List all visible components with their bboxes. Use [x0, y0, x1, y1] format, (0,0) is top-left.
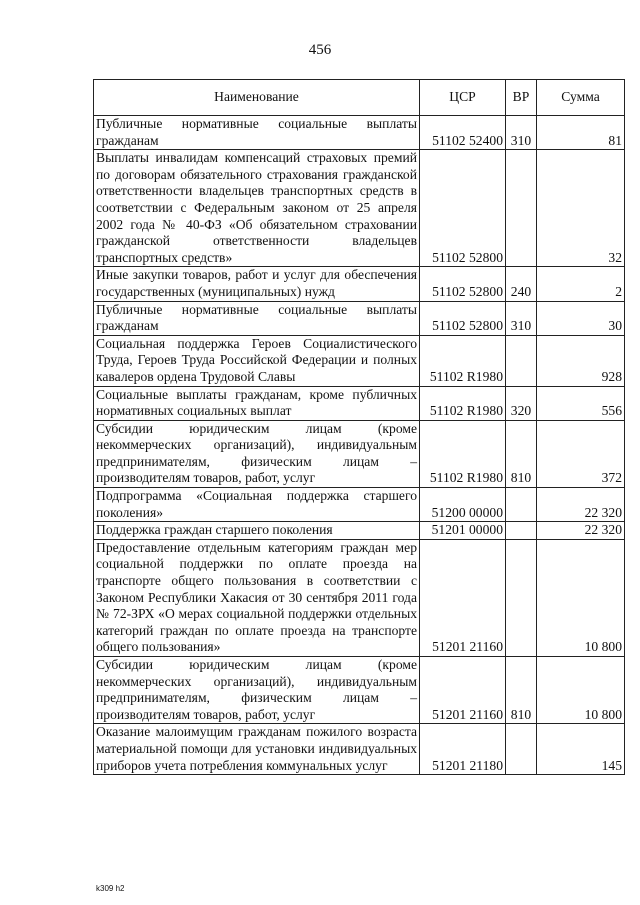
row-name: Выплаты инвалидам компенсаций страховых премий по договорам обязательного страхования гражданской ответственности владельцев транспортных средств в соответствии с Федеральным законом от 25 апреля 2002 года № 40-ФЗ «Об обязательном страховании гражданской ответственности владельцев транспортных средств»	[94, 150, 420, 267]
table-row	[94, 724, 625, 775]
table-header-row	[94, 80, 625, 116]
row-sum: 556	[537, 386, 625, 420]
row-vr: 310	[506, 301, 537, 335]
row-vr	[506, 150, 537, 267]
table-row	[94, 420, 625, 487]
row-vr	[506, 522, 537, 540]
column-header-sum: Сумма	[537, 80, 625, 116]
table-row	[94, 267, 625, 301]
row-name: Подпрограмма «Социальная поддержка старшего поколения»	[94, 488, 420, 522]
row-sum: 10 800	[537, 539, 625, 656]
row-vr: 240	[506, 267, 537, 301]
row-csr: 51201 21180	[420, 724, 506, 775]
table-row	[94, 539, 625, 656]
row-sum: 2	[537, 267, 625, 301]
row-name: Оказание малоимущим гражданам пожилого возраста материальной помощи для установки индивидуальных приборов учета потребления коммунальных услуг	[94, 724, 420, 775]
row-vr	[506, 488, 537, 522]
row-name: Поддержка граждан старшего поколения	[94, 522, 420, 540]
row-name: Социальные выплаты гражданам, кроме публичных нормативных социальных выплат	[94, 386, 420, 420]
row-csr: 51102 R1980	[420, 335, 506, 386]
row-name: Социальная поддержка Героев Социалистического Труда, Героев Труда Российской Федерации и полных кавалеров ордена Трудовой Славы	[94, 335, 420, 386]
row-sum: 22 320	[537, 488, 625, 522]
table-row	[94, 335, 625, 386]
row-csr: 51102 52800	[420, 150, 506, 267]
column-header-csr: ЦСР	[420, 80, 506, 116]
footer-code: k309 h2	[96, 884, 125, 893]
budget-table	[93, 79, 625, 775]
row-vr	[506, 539, 537, 656]
row-vr: 810	[506, 420, 537, 487]
row-vr	[506, 724, 537, 775]
row-csr: 51102 52800	[420, 301, 506, 335]
table-row	[94, 522, 625, 540]
row-vr	[506, 335, 537, 386]
row-sum: 81	[537, 116, 625, 150]
row-vr: 810	[506, 657, 537, 724]
row-csr: 51102 52400	[420, 116, 506, 150]
row-name: Публичные нормативные социальные выплаты гражданам	[94, 116, 420, 150]
column-header-vr: ВР	[506, 80, 537, 116]
row-name: Субсидии юридическим лицам (кроме некоммерческих организаций), индивидуальным предпринимателям, физическим лицам – производителям товаров, работ, услуг	[94, 420, 420, 487]
table-row	[94, 301, 625, 335]
table-row	[94, 150, 625, 267]
row-csr: 51201 21160	[420, 539, 506, 656]
row-name: Иные закупки товаров, работ и услуг для обеспечения государственных (муниципальных) нужд	[94, 267, 420, 301]
row-csr: 51201 00000	[420, 522, 506, 540]
row-sum: 22 320	[537, 522, 625, 540]
table-row	[94, 116, 625, 150]
row-csr: 51201 21160	[420, 657, 506, 724]
row-csr: 51200 00000	[420, 488, 506, 522]
table-row	[94, 657, 625, 724]
row-sum: 372	[537, 420, 625, 487]
page-number: 456	[308, 42, 332, 58]
row-sum: 30	[537, 301, 625, 335]
row-sum: 10 800	[537, 657, 625, 724]
row-name: Субсидии юридическим лицам (кроме некоммерческих организаций), индивидуальным предпринимателям, физическим лицам – производителям товаров, работ, услуг	[94, 657, 420, 724]
row-sum: 928	[537, 335, 625, 386]
table-row	[94, 386, 625, 420]
row-vr: 310	[506, 116, 537, 150]
row-csr: 51102 R1980	[420, 386, 506, 420]
row-sum: 32	[537, 150, 625, 267]
row-csr: 51102 R1980	[420, 420, 506, 487]
table-row	[94, 488, 625, 522]
row-vr: 320	[506, 386, 537, 420]
row-name: Предоставление отдельным категориям граждан мер социальной поддержки по оплате проезда на транспорте общего пользования в соответствии с Законом Республики Хакасия от 30 сентября 2011 года № 72-ЗРХ «О мерах социальной поддержки отдельных категорий граждан по оплате проезда на транспорте общего пользования»	[94, 539, 420, 656]
table-body	[94, 116, 625, 775]
row-name: Публичные нормативные социальные выплаты гражданам	[94, 301, 420, 335]
row-sum: 145	[537, 724, 625, 775]
row-csr: 51102 52800	[420, 267, 506, 301]
column-header-name: Наименование	[94, 80, 420, 116]
